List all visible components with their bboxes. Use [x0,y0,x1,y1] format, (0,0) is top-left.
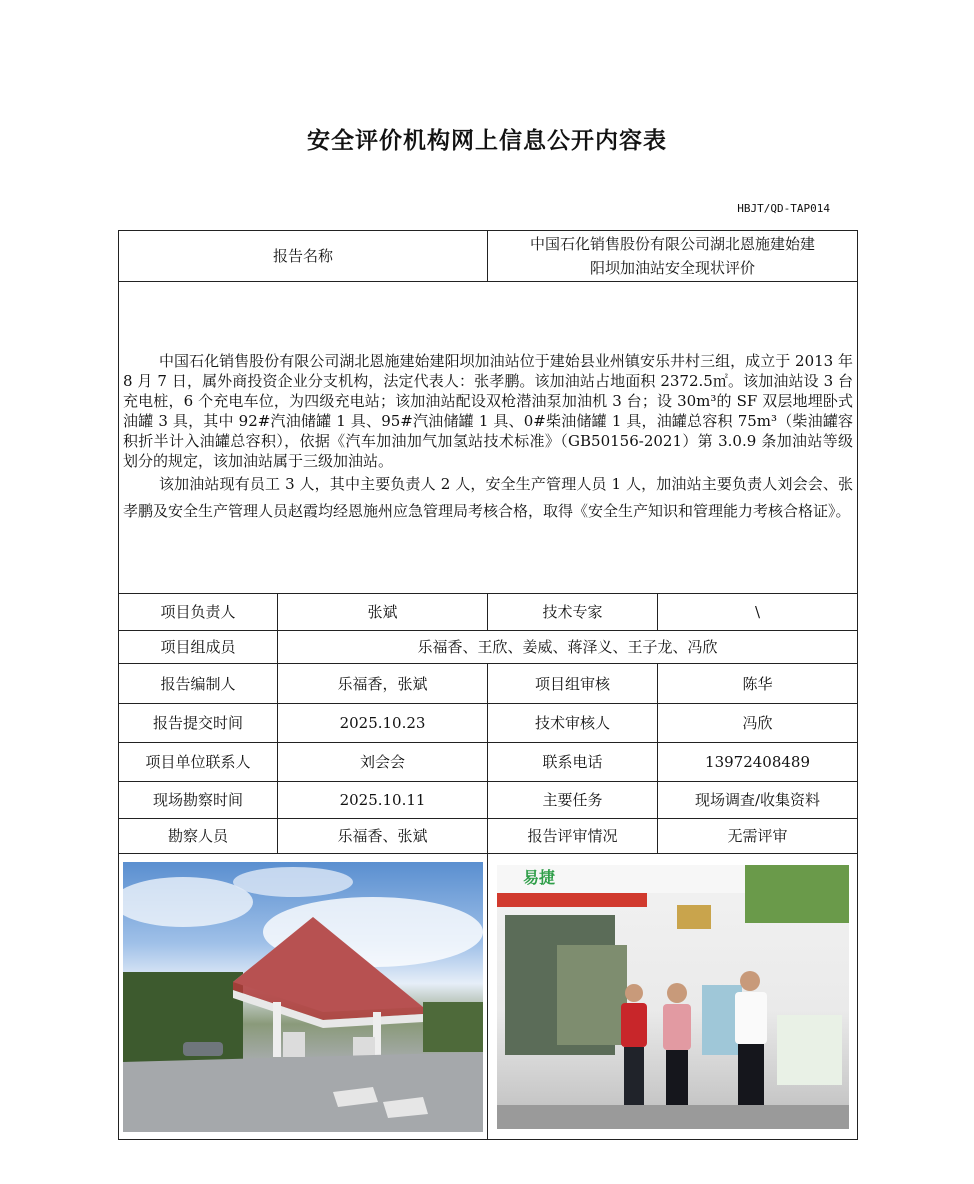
surveyors-label: 勘察人员 [119,819,278,854]
members-value: 乐福香、王欣、姜威、蒋泽义、王子龙、冯欣 [278,631,858,664]
members-label: 项目组成员 [119,631,278,664]
group-review-label: 项目组审核 [488,664,658,704]
submit-time-value: 2025.10.23 [278,704,488,743]
gas-station-canopy-photo [123,862,483,1132]
info-table [118,230,858,1140]
group-review-value: 陈华 [658,664,858,704]
project-leader-label: 项目负责人 [119,594,278,631]
contact-value: 刘会会 [278,743,488,782]
gas-station-canopy-illustration [123,862,483,1132]
document-title: 安全评价机构网上信息公开内容表 [307,128,667,154]
photo-cell-right [488,854,858,1140]
tech-expert-label: 技术专家 [488,594,658,631]
survey-time-label: 现场勘察时间 [119,782,278,819]
report-name-line2: 阳坝加油站安全现状评价 [590,259,756,277]
table-row [119,704,858,743]
survey-time-value: 2025.10.11 [278,782,488,819]
document-code: HBJT/QD-TAP014 [737,202,830,215]
review-status-label: 报告评审情况 [488,819,658,854]
main-task-value: 现场调查/收集资料 [658,782,858,819]
surveyors-value: 乐福香、张斌 [278,819,488,854]
store-sign: 易捷 [522,867,555,887]
summary-cell [119,282,858,594]
summary-paragraph-2: 该加油站现有员工 3 人，其中主要负责人 2 人，安全生产管理人员 1 人，加油站主要负责人刘会会、张孝鹏及安全生产管理人员赵霞均经恩施州应急管理局考核合格，取得《安全生产知识和管理能力考核合格证》。 [123,474,854,520]
table-row [119,631,858,664]
table-row [119,819,858,854]
table-row [119,782,858,819]
staff-in-front-of-store-photo [497,865,849,1129]
table-row [119,743,858,782]
review-status-value: 无需评审 [658,819,858,854]
phone-value: 13972408489 [658,743,858,782]
project-leader-value: 张斌 [278,594,488,631]
compiler-label: 报告编制人 [119,664,278,704]
report-name-value [488,231,858,282]
tech-expert-value: \ [658,594,858,631]
report-name-row [119,231,858,282]
tech-reviewer-value: 冯欣 [658,704,858,743]
staff-photo-illustration [497,865,849,1129]
tech-reviewer-label: 技术审核人 [488,704,658,743]
report-name-line1: 中国石化销售股份有限公司湖北恩施建始建 [530,235,816,253]
main-task-label: 主要任务 [488,782,658,819]
report-name-label: 报告名称 [119,231,488,282]
contact-label: 项目单位联系人 [119,743,278,782]
submit-time-label: 报告提交时间 [119,704,278,743]
compiler-value: 乐福香，张斌 [278,664,488,704]
photo-cell-left [119,854,488,1140]
table-row [119,664,858,704]
table-row [119,594,858,631]
summary-paragraph-1: 中国石化销售股份有限公司湖北恩施建始建阳坝加油站位于建始县业州镇安乐井村三组，成立于 2013 年 8 月 7 日，属外商投资企业分支机构，法定代表人：张孝鹏。该加油站占地面积 2372.5㎡。该加油站设 3 台充电桩，6 个充电车位，为四级充电站；该加油站配设双枪潜油泵加油机 3 台；设 30m³的 SF 双层地埋卧式油罐 3 具，其中 92#汽油储罐 1 具、95#汽油储罐 1 具、0#柴油储罐 1 具，油罐总容积 75m³（柴油罐容积折半计入油罐总容积），依据《汽车加油加气加氢站技术标准》（GB50156-2021）第 3.0.9 条加油站等级划分的规定，该加油站属于三级加油站。 [123,351,854,470]
summary-row [119,282,858,594]
phone-label: 联系电话 [488,743,658,782]
photo-row [119,854,858,1140]
